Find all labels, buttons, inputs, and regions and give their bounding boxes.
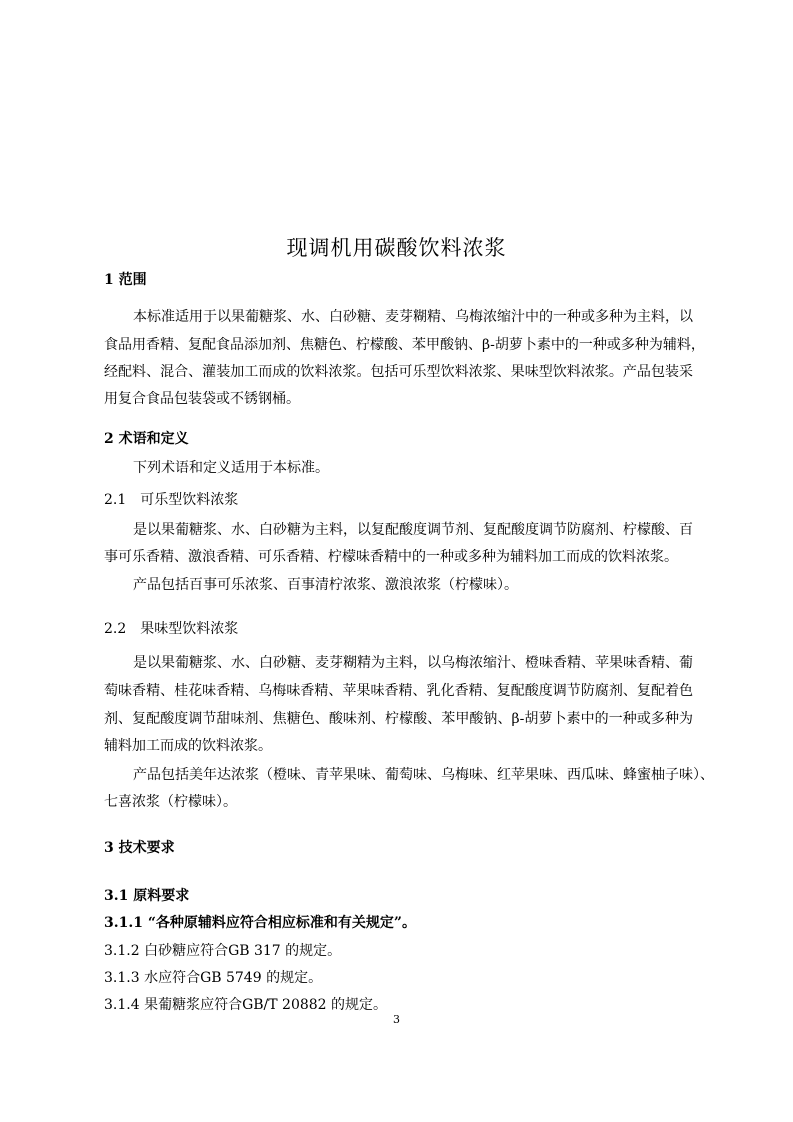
page-number: 3	[393, 1013, 400, 1026]
term-2-1-definition-line-1: 是以果葡糖浆、水、白砂糖为主料，以复配酸度调节剂、复配酸度调节防腐剂、柠檬酸、百	[133, 522, 693, 538]
scope-paragraph-line-2: 食品用香精、复配食品添加剂、焦糖色、柠檬酸、苯甲酸钠、β-胡萝卜素中的一种或多种为辅料，	[104, 337, 705, 353]
terms-intro: 下列术语和定义适用于本标准。	[133, 460, 329, 476]
scope-paragraph-line-4: 用复合食品包装袋或不锈钢桶。	[104, 391, 300, 407]
term-2-2-definition-line-4: 辅料加工而成的饮料浓浆。	[104, 738, 272, 754]
section-3-heading: 3 技术要求	[104, 840, 175, 856]
clause-3-1-2: 3.1.2 白砂糖应符合GB 317 的规定。	[104, 943, 342, 959]
scope-paragraph-line-3: 经配料、混合、灌装加工而成的饮料浓浆。包括可乐型饮料浓浆、果味型饮料浓浆。产品包装采	[104, 364, 693, 380]
scope-paragraph-line-1: 本标准适用于以果葡糖浆、水、白砂糖、麦芽糊精、乌梅浓缩汁中的一种或多种为主料，以	[133, 309, 693, 325]
term-2-1-heading: 2.1 可乐型饮料浓浆	[104, 492, 239, 508]
document-title: 现调机用碳酸饮料浓浆	[286, 236, 507, 260]
term-2-1-products: 产品包括百事可乐浓浆、百事清柠浓浆、激浪浓浆（柠檬味）。	[133, 577, 518, 593]
subsection-3-1-heading: 3.1 原料要求	[104, 888, 190, 904]
section-2-heading: 2 术语和定义	[104, 431, 189, 447]
term-2-2-heading: 2.2 果味型饮料浓浆	[104, 621, 239, 637]
clause-3-1-4: 3.1.4 果葡糖浆应符合GB/T 20882 的规定。	[104, 997, 388, 1013]
term-2-2-definition-line-3: 剂、复配酸度调节甜味剂、焦糖色、酸味剂、柠檬酸、苯甲酸钠、β-胡萝卜素中的一种或多种为	[104, 711, 693, 727]
term-2-2-definition-line-2: 萄味香精、桂花味香精、乌梅味香精、苹果味香精、乳化香精、复配酸度调节防腐剂、复配着色	[104, 683, 693, 699]
clause-3-1-3: 3.1.3 水应符合GB 5749 的规定。	[104, 970, 323, 986]
term-2-2-definition-line-1: 是以果葡糖浆、水、白砂糖、麦芽糊精为主料，以乌梅浓缩汁、橙味香精、苹果味香精、葡	[133, 655, 693, 671]
term-2-2-products-line-2: 七喜浓浆（柠檬味）。	[104, 794, 237, 810]
term-2-2-products-line-1: 产品包括美年达浓浆（橙味、青苹果味、葡萄味、乌梅味、红苹果味、西瓜味、蜂蜜柚子味）、	[133, 767, 714, 783]
clause-3-1-1: 3.1.1 “各种原辅料应符合相应标准和有关规定”。	[104, 915, 416, 931]
term-2-1-definition-line-2: 事可乐香精、激浪香精、可乐香精、柠檬味香精中的一种或多种为辅料加工而成的饮料浓浆。	[104, 549, 678, 565]
section-1-heading: 1 范围	[104, 272, 147, 288]
